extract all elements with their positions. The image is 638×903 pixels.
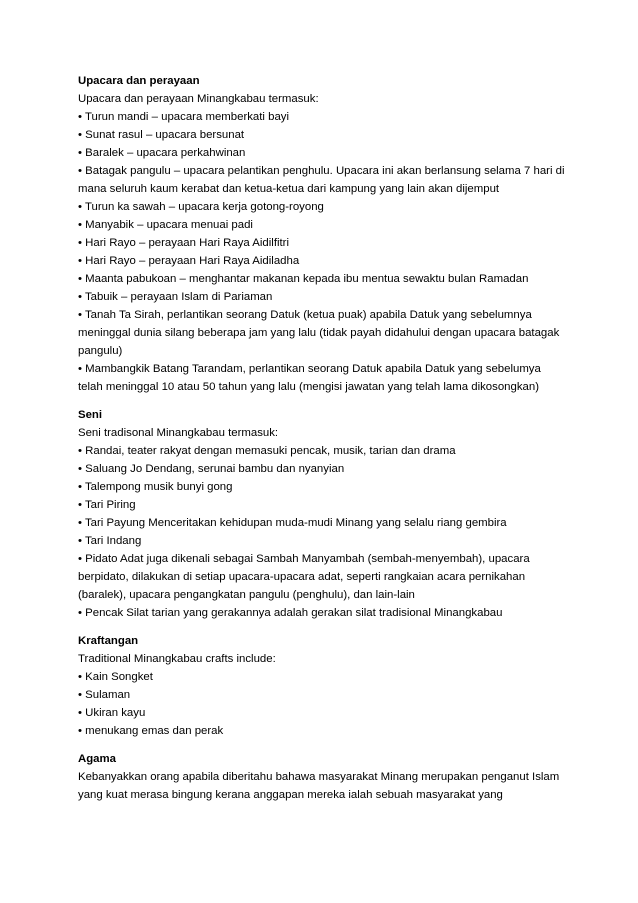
section-seni [78,406,568,622]
list-item: • Tabuik – perayaan Islam di Pariaman [78,291,273,303]
list-item: • Hari Rayo – perayaan Hari Raya Aidiladha [78,255,300,267]
document-page [78,72,568,814]
list-item: • Sulaman [78,689,131,701]
section-intro: Traditional Minangkabau crafts include: [78,653,276,665]
list-item: • Tari Piring [78,499,136,511]
section-heading: Upacara dan perayaan [78,75,200,87]
list-item: • Tari Payung Menceritakan kehidupan muda-mudi Minang yang selalu riang gembira [78,517,507,529]
list-item: • Pidato Adat juga dikenali sebagai Sambah Manyambah (sembah-menyembah), upacara berpidato, dilakukan di setiap upacara-upacara adat, seperti rangkaian acara pernikahan (baralek), upacara pengangkatan pangulu (penghulu), dan lain-lain [78,553,530,601]
section-intro: Upacara dan perayaan Minangkabau termasuk: [78,93,319,105]
section-kraftangan [78,632,568,740]
list-item: • Turun ka sawah – upacara kerja gotong-royong [78,201,324,213]
list-item: • Mambangkik Batang Tarandam, perlantikan seorang Datuk apabila Datuk yang sebelumya telah meninggal 10 atau 50 tahun yang lalu (mengisi jawatan yang telah lama dikosongkan) [78,363,541,393]
section-intro: Seni tradisonal Minangkabau termasuk: [78,427,279,439]
section-heading: Agama [78,753,116,765]
section-upacara [78,72,568,396]
list-item: • Randai, teater rakyat dengan memasuki pencak, musik, tarian dan drama [78,445,456,457]
list-item: • Batagak pangulu – upacara pelantikan penghulu. Upacara ini akan berlansung selama 7 hari di mana seluruh kaum kerabat dan ketua-ketua dari kampung yang lain akan dijemput [78,165,565,195]
list-item: • Tari Indang [78,535,142,547]
list-item: • Saluang Jo Dendang, serunai bambu dan nyanyian [78,463,345,475]
list-item: • Pencak Silat tarian yang gerakannya adalah gerakan silat tradisional Minangkabau [78,607,503,619]
list-item: • Tanah Ta Sirah, perlantikan seorang Datuk (ketua puak) apabila Datuk yang sebelumnya meninggal dunia silang beberapa jam yang lalu (tidak payah didahului dengan upacara batagak pangulu) [78,309,560,357]
list-item: • Kain Songket [78,671,153,683]
list-item: • Turun mandi – upacara memberkati bayi [78,111,290,123]
list-item: • Talempong musik bunyi gong [78,481,233,493]
section-heading: Kraftangan [78,635,139,647]
list-item: • Maanta pabukoan – menghantar makanan kepada ibu mentua sewaktu bulan Ramadan [78,273,529,285]
section-agama [78,750,568,804]
section-paragraph: Kebanyakkan orang apabila diberitahu bahawa masyarakat Minang merupakan penganut Islam yang kuat merasa bingung kerana anggapan mereka ialah sebuah masyarakat yang [78,771,560,801]
list-item: • menukang emas dan perak [78,725,224,737]
list-item: • Baralek – upacara perkahwinan [78,147,246,159]
list-item: • Manyabik – upacara menuai padi [78,219,253,231]
list-item: • Sunat rasul – upacara bersunat [78,129,245,141]
section-heading: Seni [78,409,103,421]
list-item: • Hari Rayo – perayaan Hari Raya Aidilfitri [78,237,290,249]
list-item: • Ukiran kayu [78,707,146,719]
